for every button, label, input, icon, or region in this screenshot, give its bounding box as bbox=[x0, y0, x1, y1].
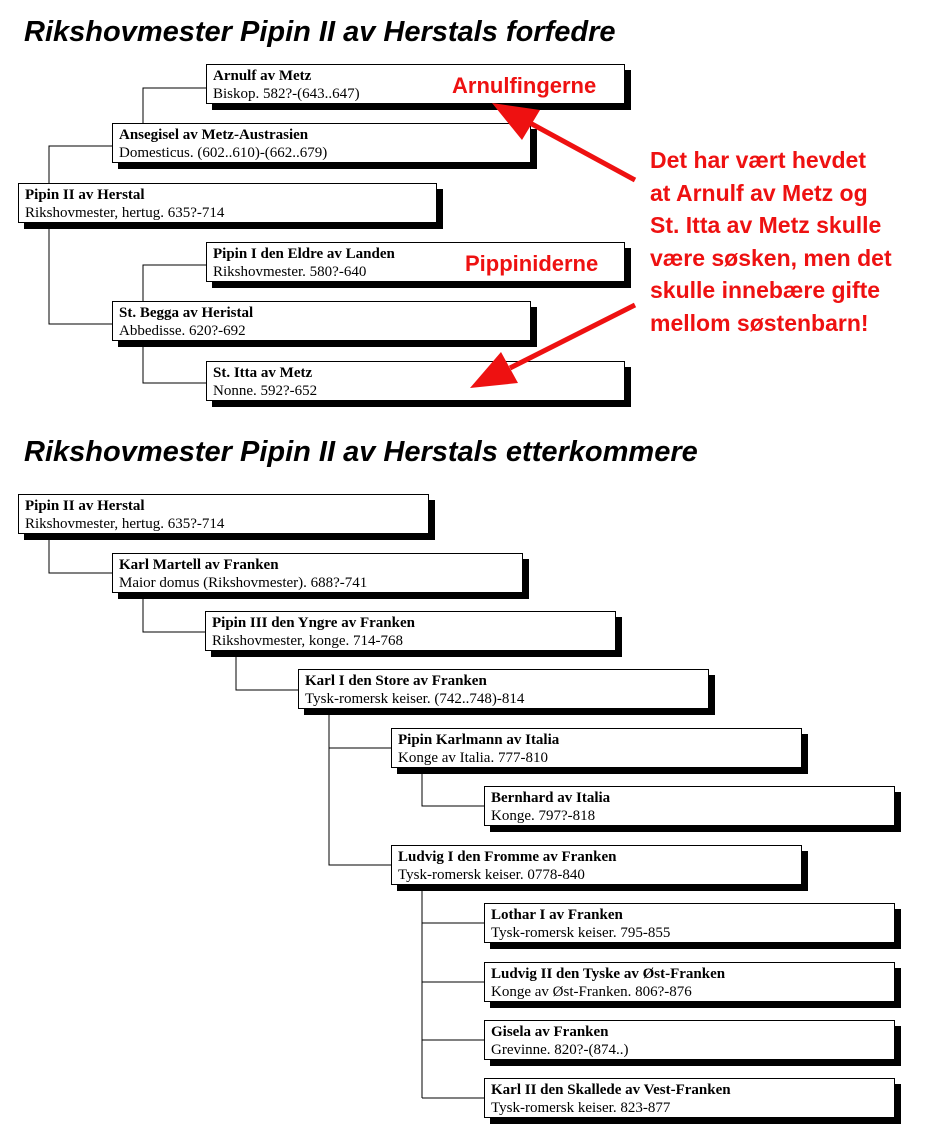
note-line: St. Itta av Metz skulle bbox=[650, 212, 882, 238]
person-name: Karl II den Skallede av Vest-Franken bbox=[491, 1082, 731, 1098]
person-details: Konge av Italia. 777-810 bbox=[398, 750, 548, 766]
person-name: Pipin Karlmann av Italia bbox=[398, 732, 560, 748]
pippiniderne-label: Pippiniderne bbox=[465, 251, 599, 276]
person-details: Rikshovmester, hertug. 635?-714 bbox=[25, 205, 225, 221]
person-name: Pipin I den Eldre av Landen bbox=[213, 246, 395, 262]
person-box-pipin-karlmann bbox=[391, 728, 802, 768]
person-details: Maior domus (Rikshovmester). 688?-741 bbox=[119, 575, 368, 591]
person-name: Karl I den Store av Franken bbox=[305, 673, 487, 689]
person-details: Konge av Øst-Franken. 806?-876 bbox=[491, 984, 692, 1000]
person-box-ludvig2 bbox=[484, 962, 895, 1002]
person-details: Tysk-romersk keiser. 823-877 bbox=[491, 1100, 671, 1116]
person-name: St. Begga av Heristal bbox=[119, 305, 254, 321]
person-details: Rikshovmester. 580?-640 bbox=[213, 264, 367, 280]
descendants-title: Rikshovmester Pipin II av Herstals etterkommere bbox=[24, 436, 698, 468]
person-details: Tysk-romersk keiser. (742..748)-814 bbox=[305, 691, 525, 707]
person-box-karl-martell bbox=[112, 553, 523, 593]
arrow-to-arnulf-line bbox=[530, 123, 635, 180]
person-name: Pipin II av Herstal bbox=[25, 187, 145, 203]
person-details: Konge. 797?-818 bbox=[491, 808, 596, 824]
note-line: Det har vært hevdet bbox=[650, 147, 867, 173]
person-details: Rikshovmester, konge. 714-768 bbox=[212, 633, 404, 649]
person-name: Pipin II av Herstal bbox=[25, 498, 145, 514]
person-details: Rikshovmester, hertug. 635?-714 bbox=[25, 516, 225, 532]
person-details: Grevinne. 820?-(874..) bbox=[491, 1042, 629, 1058]
person-name: St. Itta av Metz bbox=[213, 365, 313, 381]
arnulfingerne-label: Arnulfingerne bbox=[452, 73, 597, 98]
arrow-to-itta-head bbox=[470, 352, 518, 388]
note-line: være søsken, men det bbox=[650, 244, 892, 271]
person-box-bernhard bbox=[484, 786, 895, 826]
person-name: Ludvig II den Tyske av Øst-Franken bbox=[491, 966, 726, 982]
arrow-to-itta-line bbox=[510, 305, 635, 368]
person-box-pipin2 bbox=[18, 494, 429, 534]
note-line: at Arnulf av Metz og bbox=[650, 179, 868, 206]
person-name: Ansegisel av Metz-Austrasien bbox=[119, 127, 309, 143]
person-box-ludvig1 bbox=[391, 845, 802, 885]
arrow-to-arnulf-head bbox=[492, 103, 540, 140]
person-name: Gisela av Franken bbox=[491, 1024, 609, 1040]
person-name: Ludvig I den Fromme av Franken bbox=[398, 849, 617, 865]
person-name: Pipin III den Yngre av Franken bbox=[212, 615, 415, 631]
person-box-lothar1 bbox=[484, 903, 895, 943]
ancestors-title: Rikshovmester Pipin II av Herstals forfedre bbox=[24, 16, 616, 48]
person-details: Nonne. 592?-652 bbox=[213, 383, 318, 399]
person-box-karl2 bbox=[484, 1078, 895, 1118]
person-details: Abbedisse. 620?-692 bbox=[119, 323, 246, 339]
person-details: Biskop. 582?-(643..647) bbox=[213, 86, 360, 102]
person-name: Karl Martell av Franken bbox=[119, 557, 279, 573]
person-name: Bernhard av Italia bbox=[491, 790, 611, 806]
person-box-pipin3 bbox=[205, 611, 616, 651]
note-line: mellom søstenbarn! bbox=[650, 309, 869, 336]
note-line: skulle innebære gifte bbox=[650, 277, 881, 303]
person-details: Tysk-romersk keiser. 0778-840 bbox=[398, 867, 585, 883]
person-name: Lothar I av Franken bbox=[491, 907, 623, 923]
person-box-karl1 bbox=[298, 669, 709, 709]
person-details: Tysk-romersk keiser. 795-855 bbox=[491, 925, 671, 941]
person-name: Arnulf av Metz bbox=[213, 68, 312, 84]
person-details: Domesticus. (602..610)-(662..679) bbox=[119, 145, 328, 161]
person-box-gisela bbox=[484, 1020, 895, 1060]
